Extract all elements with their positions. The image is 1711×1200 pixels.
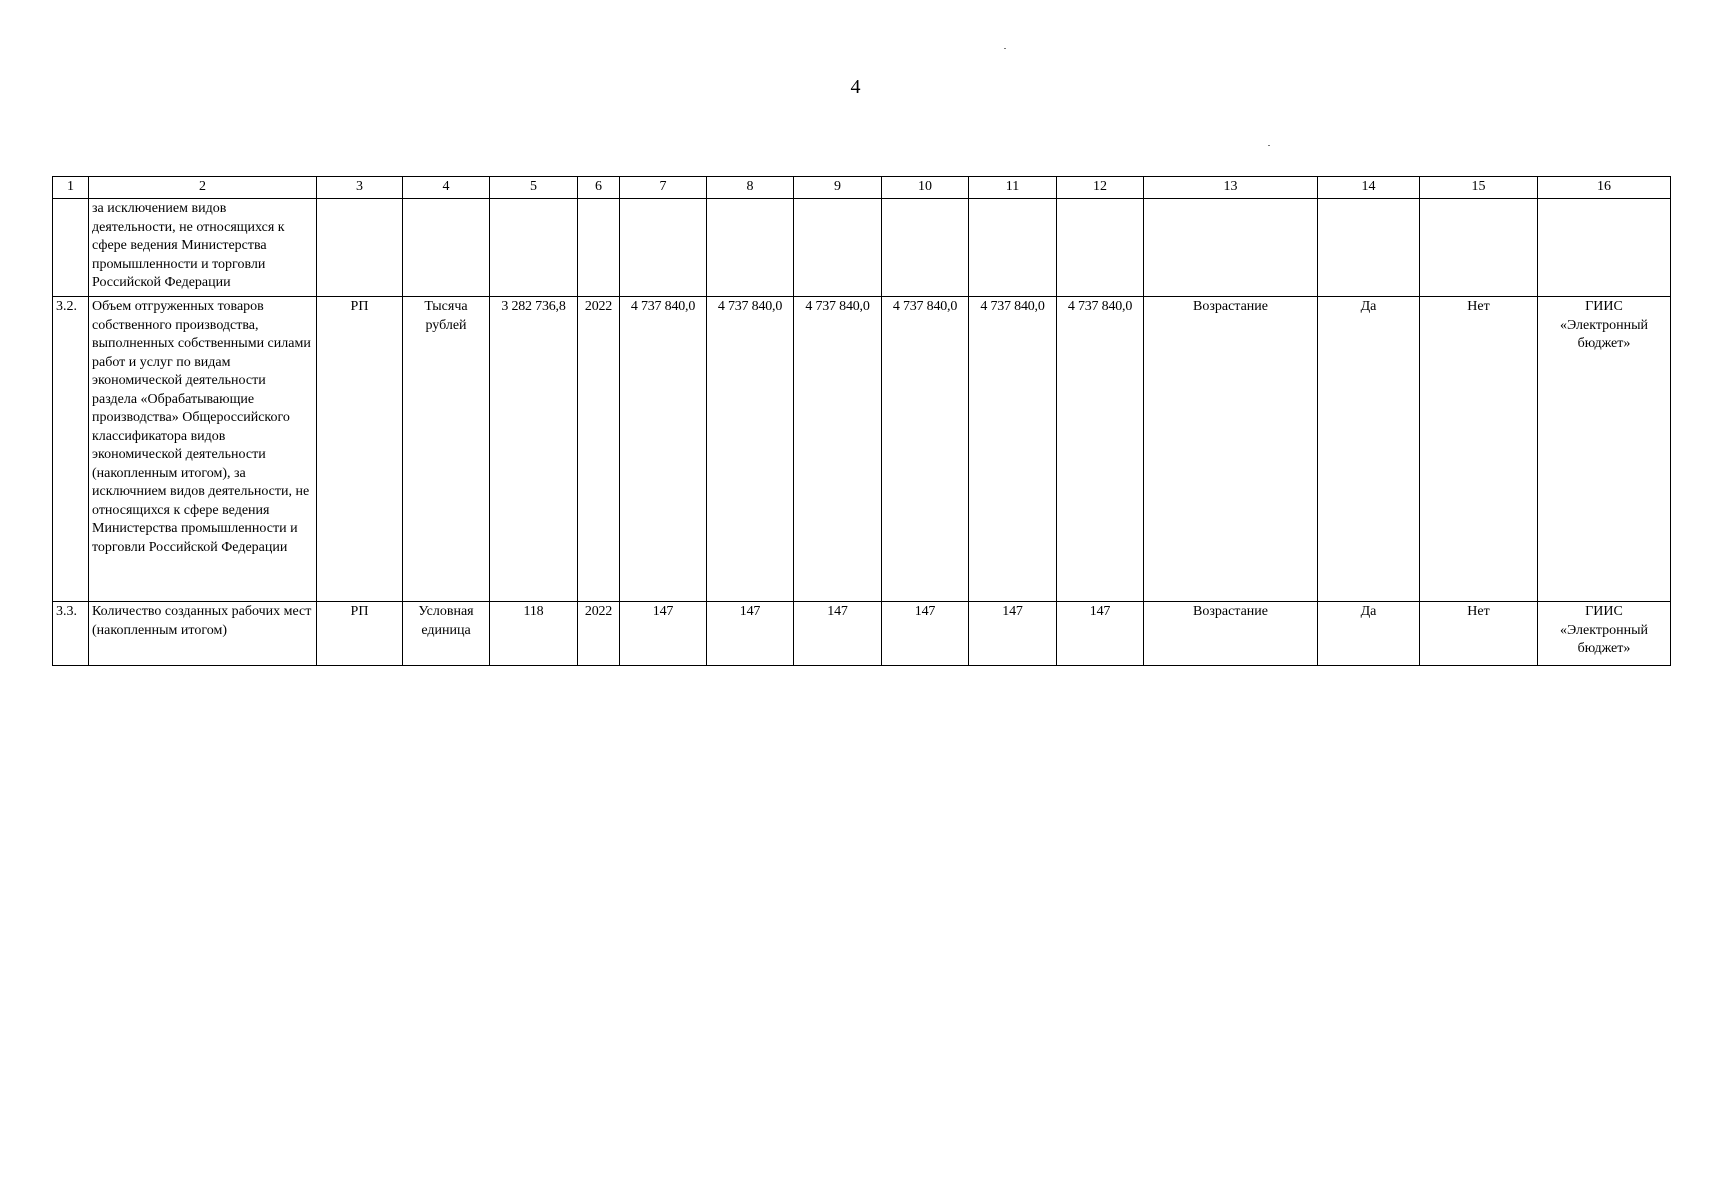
cell-value: 4 737 840,0 — [707, 297, 794, 602]
cell-empty — [707, 199, 794, 297]
table-row-continuation — [53, 199, 1671, 297]
cell-description: Объем отгруженных товаров собственного производства, выполненных собственными силами работ и услуг по видам экономической деятельности раздела «Обрабатывающие производства» Общероссийского классификатора видов экономической деятельности (накопленным итогом), за исключнием видов деятельности, не относящихся к сфере ведения Министерства промышленности и торговли Российской Федерации — [89, 297, 317, 602]
cell-trend: Возрастание — [1144, 297, 1318, 602]
cell-base-value: 3 282 736,8 — [490, 297, 578, 602]
column-header: 13 — [1144, 177, 1318, 199]
cell-base-year: 2022 — [578, 602, 620, 666]
cell-value: 4 737 840,0 — [620, 297, 707, 602]
column-header: 3 — [317, 177, 403, 199]
cell-empty — [1057, 199, 1144, 297]
cell-description: за исключением видов деятельности, не относящихся к сфере ведения Министерства промышленности и торговли Российской Федерации — [89, 199, 317, 297]
cell-level: РП — [317, 297, 403, 602]
cell-empty — [882, 199, 969, 297]
scan-speck — [1004, 48, 1006, 49]
cell-value: 147 — [882, 602, 969, 666]
cell-value: 4 737 840,0 — [969, 297, 1057, 602]
indicators-table — [52, 176, 1671, 666]
column-header: 1 — [53, 177, 89, 199]
cell-source: ГИИС «Электронный бюджет» — [1538, 602, 1671, 666]
cell-base-year: 2022 — [578, 297, 620, 602]
cell-value: 4 737 840,0 — [794, 297, 882, 602]
cell-col15: Нет — [1420, 602, 1538, 666]
cell-value: 4 737 840,0 — [882, 297, 969, 602]
column-header: 4 — [403, 177, 490, 199]
cell-empty — [1538, 199, 1671, 297]
cell-unit: Условная единица — [403, 602, 490, 666]
cell-trend: Возрастание — [1144, 602, 1318, 666]
column-header: 6 — [578, 177, 620, 199]
cell-empty — [403, 199, 490, 297]
cell-value: 147 — [707, 602, 794, 666]
column-header: 8 — [707, 177, 794, 199]
cell-num: 3.3. — [53, 602, 89, 666]
cell-empty — [1420, 199, 1538, 297]
page-number: 4 — [850, 76, 861, 98]
cell-col14: Да — [1318, 297, 1420, 602]
cell-value: 4 737 840,0 — [1057, 297, 1144, 602]
cell-empty — [794, 199, 882, 297]
cell-empty — [490, 199, 578, 297]
column-header: 7 — [620, 177, 707, 199]
cell-num — [53, 199, 89, 297]
cell-value: 147 — [794, 602, 882, 666]
cell-col14: Да — [1318, 602, 1420, 666]
cell-empty — [1144, 199, 1318, 297]
column-number-row — [53, 177, 1671, 199]
column-header: 14 — [1318, 177, 1420, 199]
cell-num: 3.2. — [53, 297, 89, 602]
cell-empty — [317, 199, 403, 297]
cell-empty — [620, 199, 707, 297]
column-header: 10 — [882, 177, 969, 199]
cell-unit: Тысяча рублей — [403, 297, 490, 602]
cell-description: Количество созданных рабочих мест (накопленным итогом) — [89, 602, 317, 666]
cell-col15: Нет — [1420, 297, 1538, 602]
column-header: 11 — [969, 177, 1057, 199]
cell-value: 147 — [1057, 602, 1144, 666]
column-header: 16 — [1538, 177, 1671, 199]
scan-speck — [1268, 145, 1270, 146]
table-row — [53, 297, 1671, 602]
column-header: 12 — [1057, 177, 1144, 199]
column-header: 2 — [89, 177, 317, 199]
column-header: 5 — [490, 177, 578, 199]
cell-source: ГИИС «Электронный бюджет» — [1538, 297, 1671, 602]
cell-value: 147 — [969, 602, 1057, 666]
cell-base-value: 118 — [490, 602, 578, 666]
column-header: 9 — [794, 177, 882, 199]
cell-empty — [1318, 199, 1420, 297]
table-row — [53, 602, 1671, 666]
cell-level: РП — [317, 602, 403, 666]
cell-value: 147 — [620, 602, 707, 666]
cell-empty — [578, 199, 620, 297]
cell-empty — [969, 199, 1057, 297]
column-header: 15 — [1420, 177, 1538, 199]
